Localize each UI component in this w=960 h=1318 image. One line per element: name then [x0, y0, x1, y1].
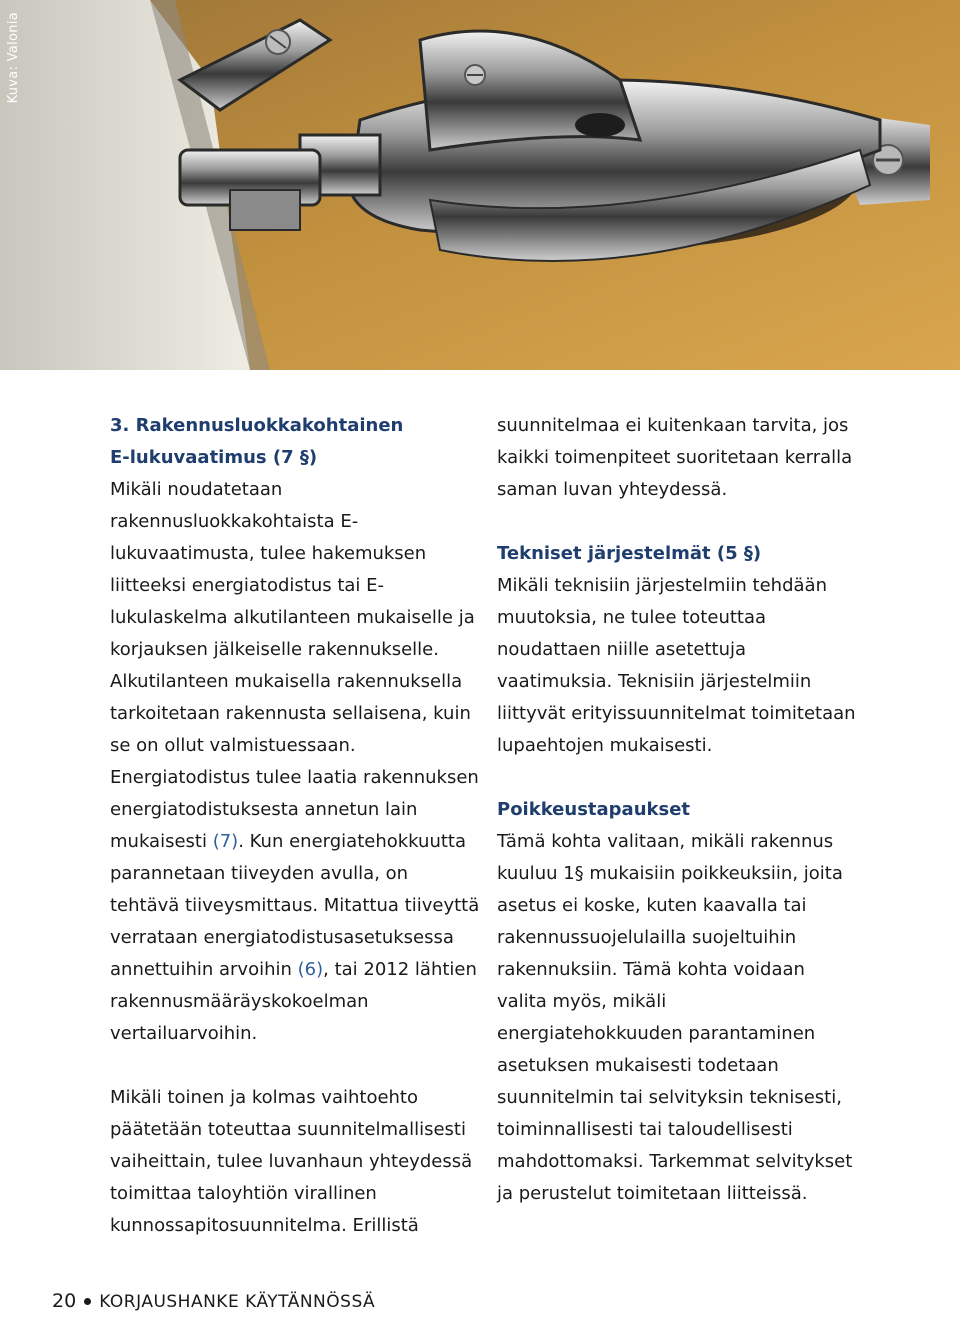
photo-credit: Kuva: Valonia: [6, 12, 21, 104]
section-heading-poikkeustapaukset: Poikkeustapaukset: [497, 799, 691, 820]
reference-7: (7): [212, 831, 239, 852]
heading-line-1: 3. Rakennusluokkakohtainen: [110, 415, 404, 436]
left-column: [110, 410, 480, 1242]
page-number: 20: [52, 1290, 77, 1312]
paragraph-e-luku: [110, 474, 480, 1050]
right-column: [497, 410, 857, 1210]
door-latch-photo: [0, 0, 960, 370]
bullet-icon: [84, 1298, 91, 1305]
paragraph-text: , tai 2012 lähtien rakennusmääräyskokoelman vertailuarvoihin.: [110, 959, 477, 1044]
reference-6: (6): [297, 959, 324, 980]
paragraph-text: Mikäli noudatetaan rakennusluokkakohtaista E-lukuvaatimusta, tulee hakemuksen liitteeksi energiatodistus tai E-lukulaskelma alkutilanteen mukaiselle ja korjauksen jälkeiselle rakennukselle. Alkutilanteen mukaisella rakennuksella tarkoitetaan rakennusta sellaisena, kuin se on ollut valmistuessaan. Energiatodistus tulee laatia rakennuksen energiatodistuksesta annetun lain mukaisesti: [110, 479, 479, 852]
running-head: KORJAUSHANKE KÄYTÄNNÖSSÄ: [99, 1292, 376, 1312]
section-heading-tekniset: Tekniset järjestelmät (5 §): [497, 543, 762, 564]
paragraph-tekniset: Mikäli teknisiin järjestelmiin tehdään muutoksia, ne tulee toteuttaa noudattaen niille asetettuja vaatimuksia. Teknisiin järjestelmiin liittyvät erityissuunnitelmat toimitetaan lupaehtojen mukaisesti.: [497, 575, 856, 756]
paragraph-continuation: suunnitelmaa ei kuitenkaan tarvita, jos kaikki toimenpiteet suoritetaan kerralla saman luvan yhteydessä.: [497, 415, 853, 500]
paragraph-poikkeustapaukset: Tämä kohta valitaan, mikäli rakennus kuuluu 1§ mukaisiin poikkeuksiin, joita asetus ei koske, kuten kaavalla tai rakennussuojelulailla suojeltuihin rakennuksiin. Tämä kohta voidaan valita myös, mikäli energiatehokkuuden parantaminen asetuksen mukaisesti todetaan suunnitelmin tai selvityksin teknisesti, toiminnallisesti tai taloudellisesti mahdottomaksi. Tarkemmat selvitykset ja perustelut toimitetaan liitteissä.: [497, 831, 853, 1204]
latch-illustration: [0, 0, 960, 370]
paragraph-vaiheittain: Mikäli toinen ja kolmas vaihtoehto päätetään toteuttaa suunnitelmallisesti vaiheittain, tulee luvanhaun yhteydessä toimittaa taloyhtiön virallinen kunnossapitosuunnitelma. Erillistä: [110, 1087, 473, 1236]
page-footer: [52, 1290, 375, 1312]
paragraph-text: . Kun energiatehokkuutta parannetaan tiiveyden avulla, on tehtävä tiiveysmittaus. Mitattua tiiveyttä verrataan energiatodistusasetuksessa annettuihin arvoihin: [110, 831, 480, 980]
section-heading-e-lukuvaatimus: [110, 410, 480, 474]
heading-line-2: E-lukuvaatimus (7 §): [110, 447, 318, 468]
